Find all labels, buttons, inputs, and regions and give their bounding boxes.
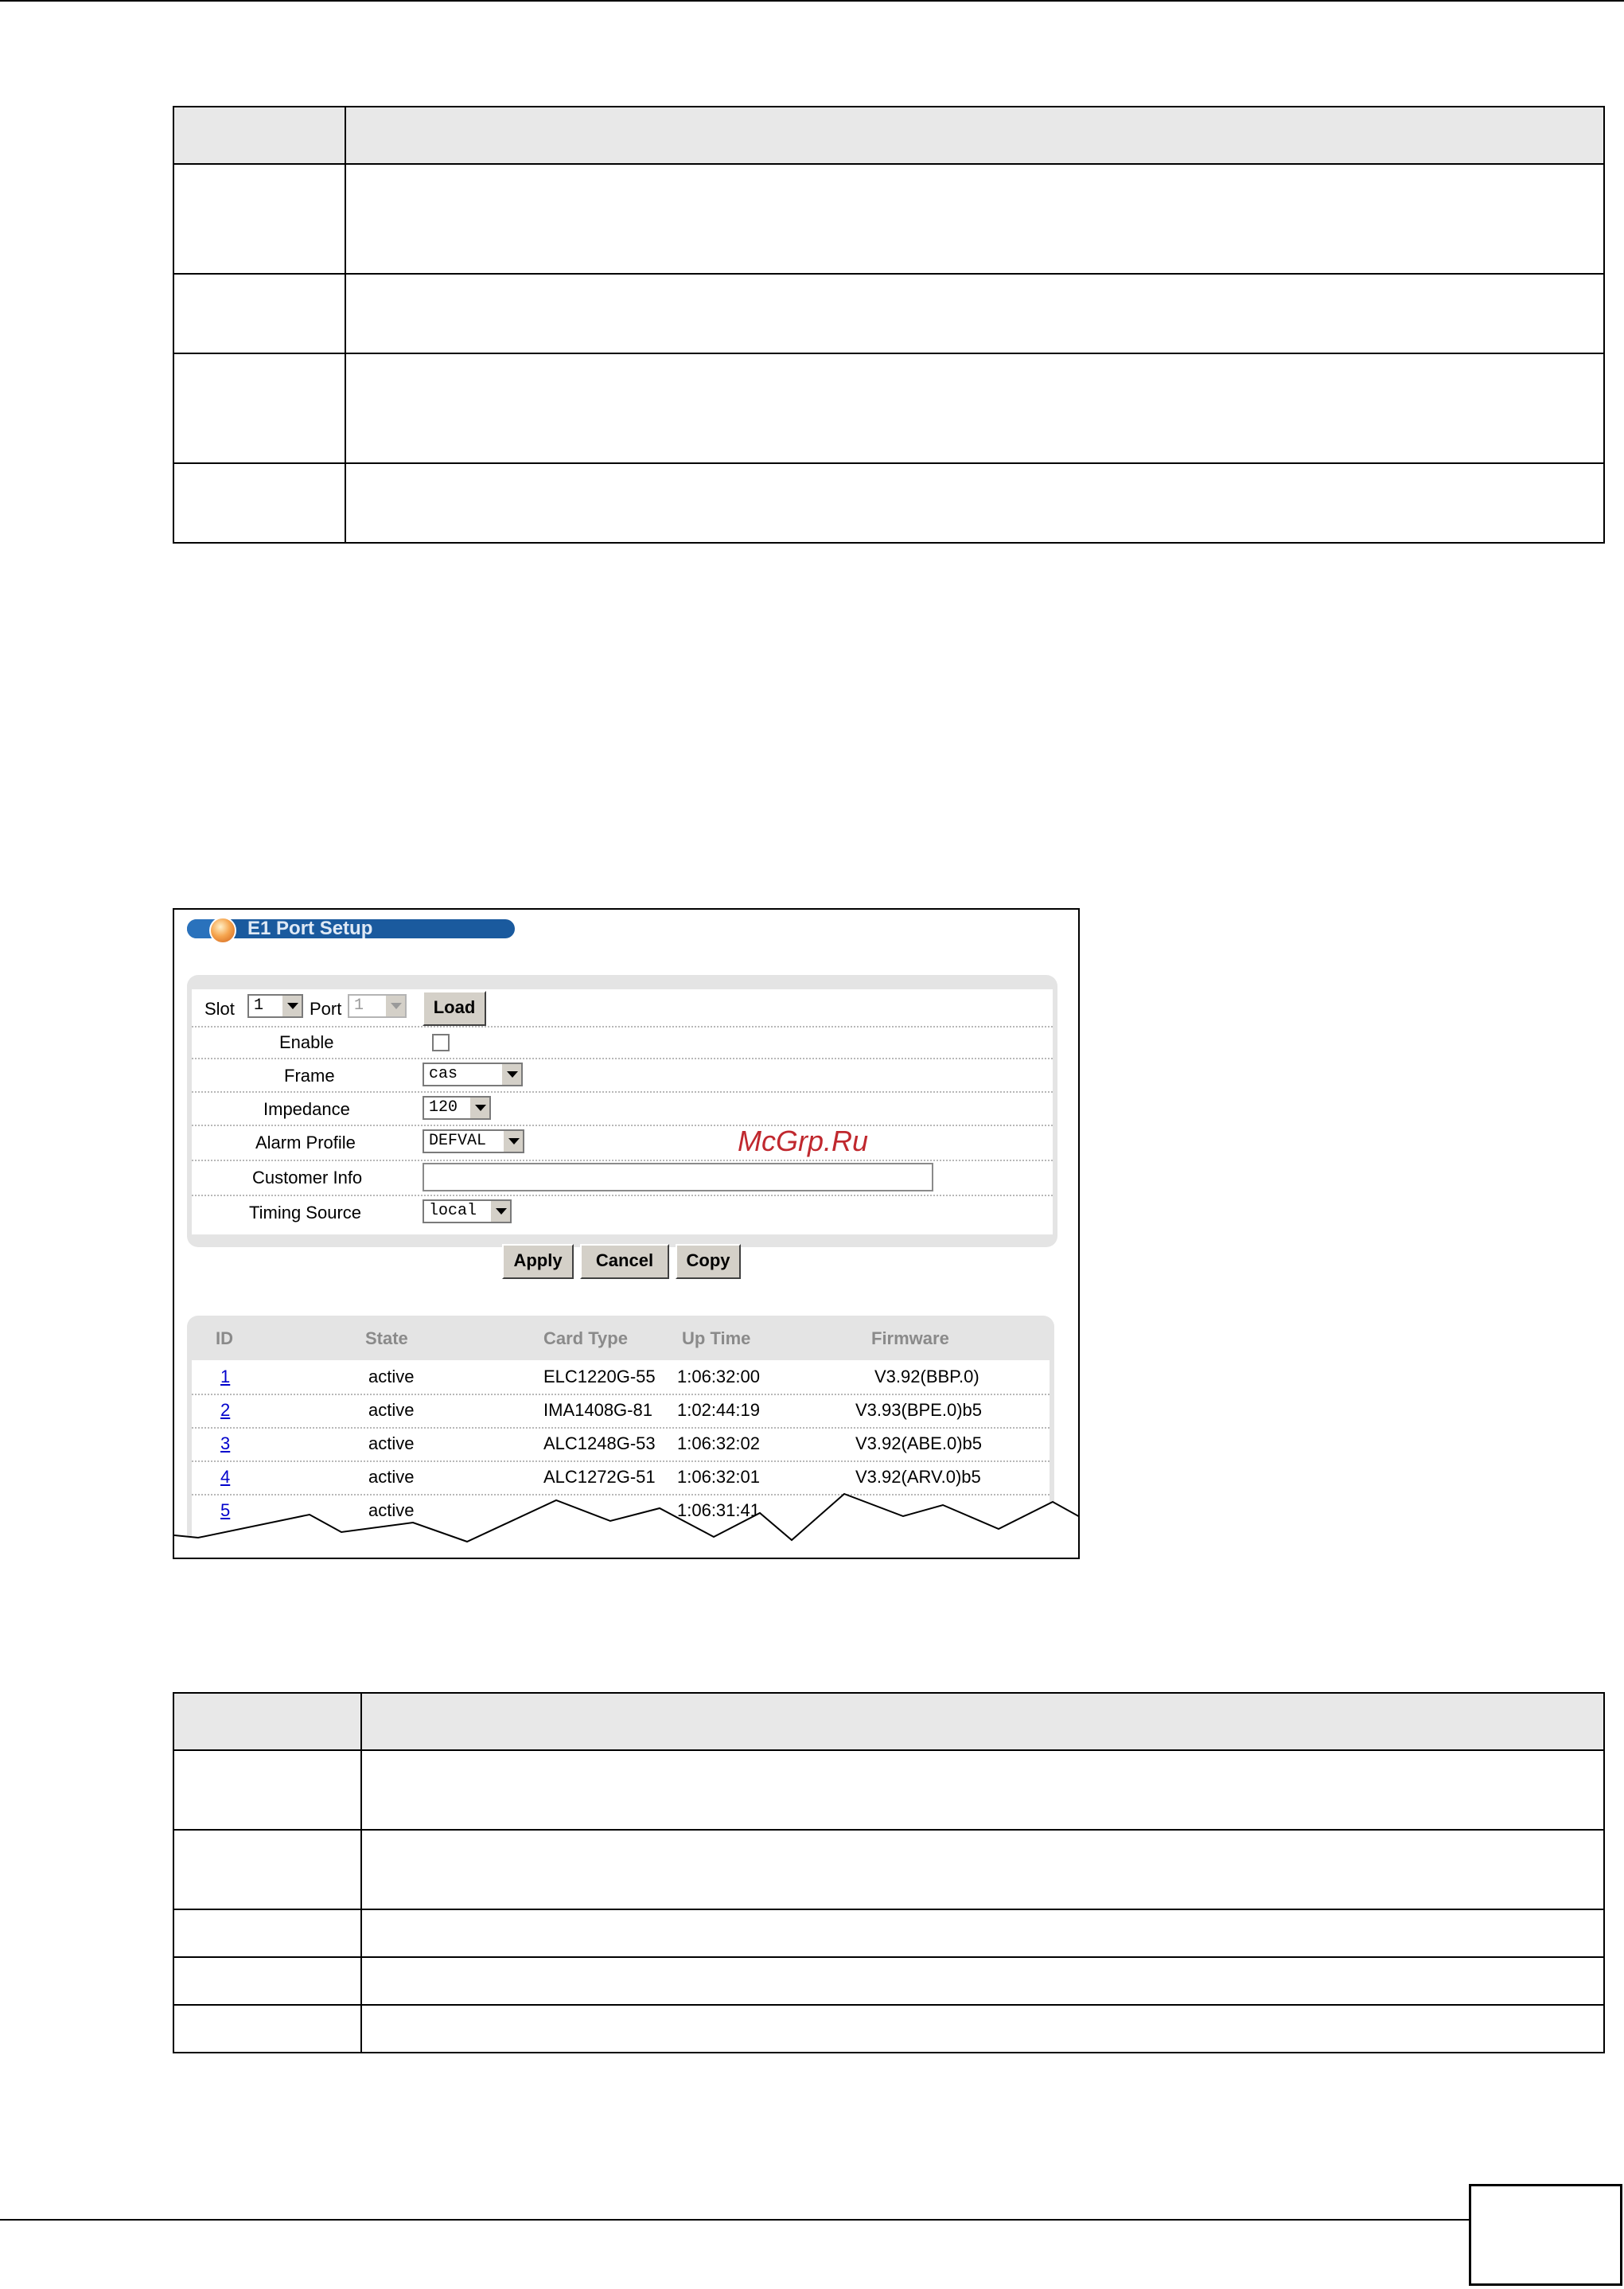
col-header-firmware: Firmware (871, 1328, 949, 1348)
row-state: active (368, 1367, 415, 1386)
copy-button[interactable]: Copy (676, 1244, 741, 1279)
row-firmware: V3.93(BPE.0)b5 (855, 1400, 982, 1420)
top-doc-table (173, 106, 1605, 544)
screenshot-frame (173, 908, 1080, 1559)
row-state: active (368, 1400, 415, 1420)
row-card-type: ALC1272G-51 (543, 1467, 656, 1487)
row-up-time: 1:06:32:02 (677, 1433, 760, 1453)
page-title: E1 Port Setup (247, 918, 373, 939)
customer-info-label: Customer Info (252, 1168, 363, 1187)
impedance-value: 120 (429, 1098, 458, 1117)
timing-source-value: local (429, 1202, 477, 1220)
port-value: 1 (354, 996, 364, 1015)
page-number-box (1469, 2184, 1622, 2286)
row-state: active (368, 1433, 415, 1453)
enable-label: Enable (279, 1032, 334, 1052)
load-button[interactable]: Load (423, 991, 486, 1026)
frame-value: cas (429, 1065, 458, 1083)
row-id-link[interactable]: 1 (220, 1367, 231, 1386)
col-header-card-type: Card Type (543, 1328, 628, 1348)
col-header-state: State (365, 1328, 408, 1348)
torn-edge (174, 910, 1080, 1559)
top-rule (0, 0, 1624, 2)
row-up-time: 1:02:44:19 (677, 1400, 760, 1420)
col-header-up-time: Up Time (682, 1328, 751, 1348)
row-state: active (368, 1500, 415, 1520)
row-card-type: IMA1408G-81 (543, 1400, 652, 1420)
bottom-rule (0, 2219, 1469, 2221)
row-card-type: ELC1220G-55 (543, 1367, 656, 1386)
port-label: Port (310, 999, 342, 1019)
frame-label: Frame (284, 1066, 335, 1086)
slot-value: 1 (254, 996, 264, 1015)
alarm-profile-label: Alarm Profile (255, 1133, 356, 1152)
alarm-profile-value: DEFVAL (429, 1132, 487, 1150)
row-id-link[interactable]: 2 (220, 1400, 231, 1420)
impedance-label: Impedance (263, 1099, 350, 1119)
row-up-time: 1:06:32:00 (677, 1367, 760, 1386)
bottom-doc-table (173, 1692, 1605, 2053)
row-firmware: V3.92(ABE.0)b5 (855, 1433, 982, 1453)
row-id-link[interactable]: 3 (220, 1433, 231, 1453)
row-id-link[interactable]: 5 (220, 1500, 231, 1520)
row-id-link[interactable]: 4 (220, 1467, 231, 1487)
row-state: active (368, 1467, 415, 1487)
row-up-time: 1:06:31:41 (677, 1500, 760, 1520)
apply-button[interactable]: Apply (502, 1244, 574, 1279)
timing-source-label: Timing Source (249, 1203, 362, 1222)
watermark: McGrp.Ru (738, 1125, 869, 1157)
row-up-time: 1:06:32:01 (677, 1467, 760, 1487)
row-card-type: ALC1248G-53 (543, 1433, 656, 1453)
slot-label: Slot (204, 999, 235, 1019)
col-header-id: ID (216, 1328, 233, 1348)
cancel-button[interactable]: Cancel (580, 1244, 669, 1279)
row-firmware: V3.92(BBP.0) (874, 1367, 979, 1386)
row-firmware: V3.92(ARV.0)b5 (855, 1467, 981, 1487)
